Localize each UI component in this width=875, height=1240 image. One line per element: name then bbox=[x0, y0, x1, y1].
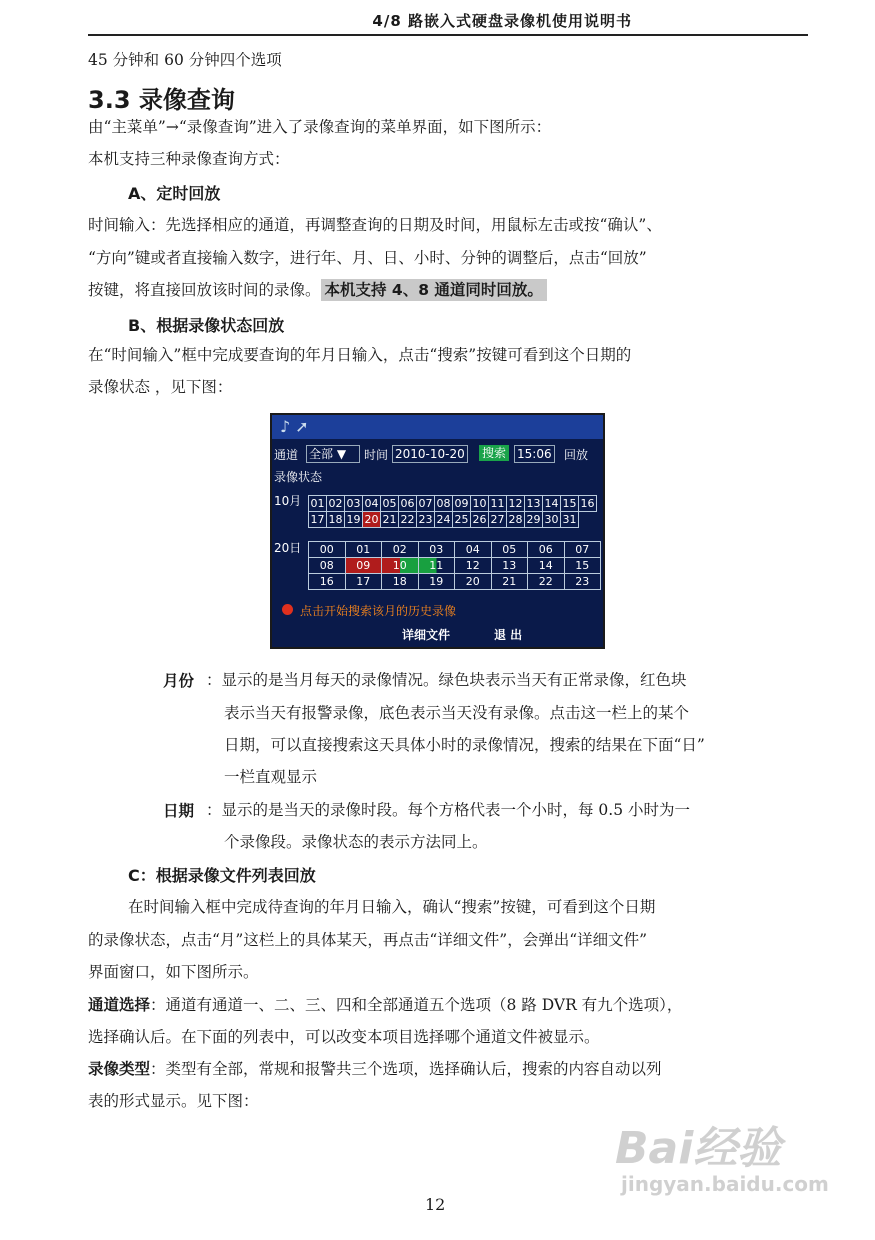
hour-cell[interactable]: 11 bbox=[418, 557, 456, 574]
dvr-status-label: 录像状态 bbox=[274, 470, 323, 484]
term-record-type: 录像类型 bbox=[88, 1060, 151, 1078]
month-day-cell[interactable]: 31 bbox=[560, 511, 579, 528]
dvr-channel-select[interactable] bbox=[306, 445, 360, 463]
text-line: ：显示的是当月每天的录像情况。绿色块表示当天有正常录像，红色块 bbox=[206, 671, 687, 689]
month-day-cell[interactable]: 16 bbox=[578, 495, 597, 512]
hour-cell[interactable]: 17 bbox=[345, 573, 383, 590]
dvr-day-label: 20日 bbox=[274, 541, 302, 555]
dvr-search-button[interactable]: 搜索 bbox=[479, 445, 509, 461]
hour-cell[interactable]: 12 bbox=[454, 557, 492, 574]
month-day-cell[interactable]: 28 bbox=[506, 511, 525, 528]
dvr-time-label: 时间 bbox=[364, 448, 389, 462]
dvr-channel-label: 通道 bbox=[274, 448, 299, 462]
term-month: 月份 bbox=[163, 672, 195, 690]
hour-cell[interactable]: 06 bbox=[527, 541, 565, 558]
month-day-cell[interactable]: 24 bbox=[434, 511, 453, 528]
text-line: 一栏直观显示 bbox=[224, 768, 318, 786]
month-day-cell[interactable]: 13 bbox=[524, 495, 543, 512]
text-line: 在“时间输入”框中完成要查询的年月日输入，点击“搜索”按键可看到这个日期的 bbox=[88, 346, 632, 364]
text-line: 在时间输入框中完成待查询的年月日输入，确认“搜索”按键，可看到这个日期 bbox=[128, 898, 656, 916]
text-line: 本机支持三种录像查询方式： bbox=[88, 150, 290, 168]
text-line bbox=[88, 279, 547, 301]
subheading-b: B、根据录像状态回放 bbox=[128, 316, 285, 335]
text-line: 个录像段。录像状态的表示方法同上。 bbox=[224, 833, 488, 851]
hour-cell[interactable]: 22 bbox=[527, 573, 565, 590]
header-rule bbox=[88, 34, 808, 36]
month-day-cell[interactable]: 06 bbox=[398, 495, 417, 512]
hour-cell[interactable]: 18 bbox=[381, 573, 419, 590]
month-day-cell[interactable]: 22 bbox=[398, 511, 417, 528]
text-span: 按键，将直接回放该时间的录像。 bbox=[88, 281, 321, 299]
dvr-notice: 点击开始搜索该月的历史录像 bbox=[300, 604, 457, 618]
text-line bbox=[88, 1058, 662, 1080]
dvr-channel-value: 全部 bbox=[309, 447, 334, 461]
month-day-cell[interactable]: 26 bbox=[470, 511, 489, 528]
month-day-cell[interactable]: 17 bbox=[308, 511, 327, 528]
month-day-cell[interactable]: 09 bbox=[452, 495, 471, 512]
month-day-cell[interactable]: 20 bbox=[362, 511, 381, 528]
hour-cell[interactable]: 23 bbox=[564, 573, 602, 590]
text-line: 的录像状态，点击“月”这栏上的具体某天，再点击“详细文件”，会弹出“详细文件” bbox=[88, 931, 648, 949]
watermark bbox=[615, 1112, 829, 1196]
month-day-cell[interactable]: 21 bbox=[380, 511, 399, 528]
month-day-cell[interactable]: 08 bbox=[434, 495, 453, 512]
hour-cell[interactable]: 05 bbox=[491, 541, 529, 558]
highlight-note: 本机支持 4、8 通道同时回放。 bbox=[321, 279, 547, 301]
text-line: 45 分钟和 60 分钟四个选项 bbox=[88, 51, 282, 69]
term-channel: 通道选择 bbox=[88, 996, 151, 1014]
hour-cell[interactable]: 21 bbox=[491, 573, 529, 590]
hour-cell[interactable]: 04 bbox=[454, 541, 492, 558]
text-line: 界面窗口，如下图所示。 bbox=[88, 963, 259, 981]
hour-cell[interactable]: 15 bbox=[564, 557, 602, 574]
text-line: 选择确认后。在下面的列表中，可以改变本项目选择哪个通道文件被显示。 bbox=[88, 1028, 600, 1046]
watermark-brand: Bai经验 bbox=[615, 1123, 782, 1174]
term-day: 日期 bbox=[163, 802, 195, 820]
dvr-date-input[interactable]: 2010-10-20 bbox=[392, 445, 468, 463]
hour-cell[interactable]: 16 bbox=[308, 573, 346, 590]
month-day-cell[interactable]: 30 bbox=[542, 511, 561, 528]
month-day-cell[interactable]: 19 bbox=[344, 511, 363, 528]
month-day-cell[interactable]: 07 bbox=[416, 495, 435, 512]
text-span: ：类型有全部，常规和报警共三个选项，选择确认后，搜索的内容自动以列 bbox=[150, 1060, 662, 1078]
dvr-detail-button[interactable]: 详细文件 bbox=[402, 628, 451, 642]
dvr-time-input[interactable]: 15:06 bbox=[514, 445, 555, 463]
month-day-cell[interactable]: 11 bbox=[488, 495, 507, 512]
month-day-cell[interactable]: 01 bbox=[308, 495, 327, 512]
month-day-cell[interactable]: 27 bbox=[488, 511, 507, 528]
text-line: 录像状态 ，见下图： bbox=[88, 378, 233, 396]
hour-cell[interactable]: 20 bbox=[454, 573, 492, 590]
dvr-month-label: 10月 bbox=[274, 494, 302, 508]
text-line: “方向”键或者直接输入数字，进行年、月、日、小时、分钟的调整后，点击“回放” bbox=[88, 249, 647, 267]
hour-cell[interactable]: 00 bbox=[308, 541, 346, 558]
text-span: ：通道有通道一、二、三、四和全部通道五个选项（8 路 DVR 有九个选项）， bbox=[150, 996, 683, 1014]
month-day-cell[interactable]: 03 bbox=[344, 495, 363, 512]
text-line: 日期，可以直接搜索这天具体小时的录像情况，搜索的结果在下面“日” bbox=[224, 736, 705, 754]
text-line: 表示当天有报警录像，底色表示当天没有录像。点击这一栏上的某个 bbox=[224, 704, 690, 722]
hour-cell[interactable]: 02 bbox=[381, 541, 419, 558]
hour-cell[interactable]: 07 bbox=[564, 541, 602, 558]
hour-cell[interactable]: 09 bbox=[345, 557, 383, 574]
section-heading: 3.3 录像查询 bbox=[88, 86, 235, 114]
hour-cell[interactable]: 19 bbox=[418, 573, 456, 590]
chevron-down-icon: ▼ bbox=[336, 447, 347, 461]
hour-cell[interactable]: 10 bbox=[381, 557, 419, 574]
hour-cell[interactable]: 08 bbox=[308, 557, 346, 574]
text-line: 由“主菜单”→“录像查询”进入了录像查询的菜单界面，如下图所示： bbox=[88, 118, 552, 136]
month-day-cell[interactable]: 10 bbox=[470, 495, 489, 512]
dvr-titlebar bbox=[272, 415, 603, 439]
month-day-cell[interactable]: 12 bbox=[506, 495, 525, 512]
month-day-cell[interactable]: 25 bbox=[452, 511, 471, 528]
hour-cell[interactable]: 01 bbox=[345, 541, 383, 558]
page-number: 12 bbox=[425, 1195, 446, 1214]
month-day-cell[interactable]: 05 bbox=[380, 495, 399, 512]
hour-cell[interactable]: 13 bbox=[491, 557, 529, 574]
dvr-screenshot bbox=[270, 413, 605, 649]
page-header: 4/8 路嵌入式硬盘录像机使用说明书 bbox=[372, 12, 632, 30]
text-line: 时间输入：先选择相应的通道，再调整查询的日期及时间，用鼠标左击或按“确认”、 bbox=[88, 216, 662, 234]
hour-cell[interactable]: 14 bbox=[527, 557, 565, 574]
dvr-playback-button[interactable]: 回放 bbox=[564, 448, 589, 462]
month-day-cell[interactable]: 18 bbox=[326, 511, 345, 528]
month-day-cell[interactable]: 23 bbox=[416, 511, 435, 528]
hour-cell[interactable]: 03 bbox=[418, 541, 456, 558]
month-day-cell[interactable]: 04 bbox=[362, 495, 381, 512]
watermark-url: jingyan.baidu.com bbox=[621, 1172, 829, 1196]
record-dot-icon bbox=[282, 604, 293, 615]
dvr-exit-button[interactable]: 退 出 bbox=[494, 628, 523, 642]
subheading-a: A、定时回放 bbox=[128, 184, 221, 203]
text-line bbox=[88, 994, 682, 1016]
month-day-cell[interactable]: 29 bbox=[524, 511, 543, 528]
month-day-cell[interactable]: 14 bbox=[542, 495, 561, 512]
month-day-cell[interactable]: 02 bbox=[326, 495, 345, 512]
text-line: ：显示的是当天的录像时段。每个方格代表一个小时，每 0.5 小时为一 bbox=[206, 801, 691, 819]
month-day-cell[interactable]: 15 bbox=[560, 495, 579, 512]
subheading-c: C：根据录像文件列表回放 bbox=[128, 866, 316, 885]
text-line: 表的形式显示。见下图： bbox=[88, 1092, 259, 1110]
dvr-logo-icon: ♪ ➚ bbox=[280, 417, 309, 436]
